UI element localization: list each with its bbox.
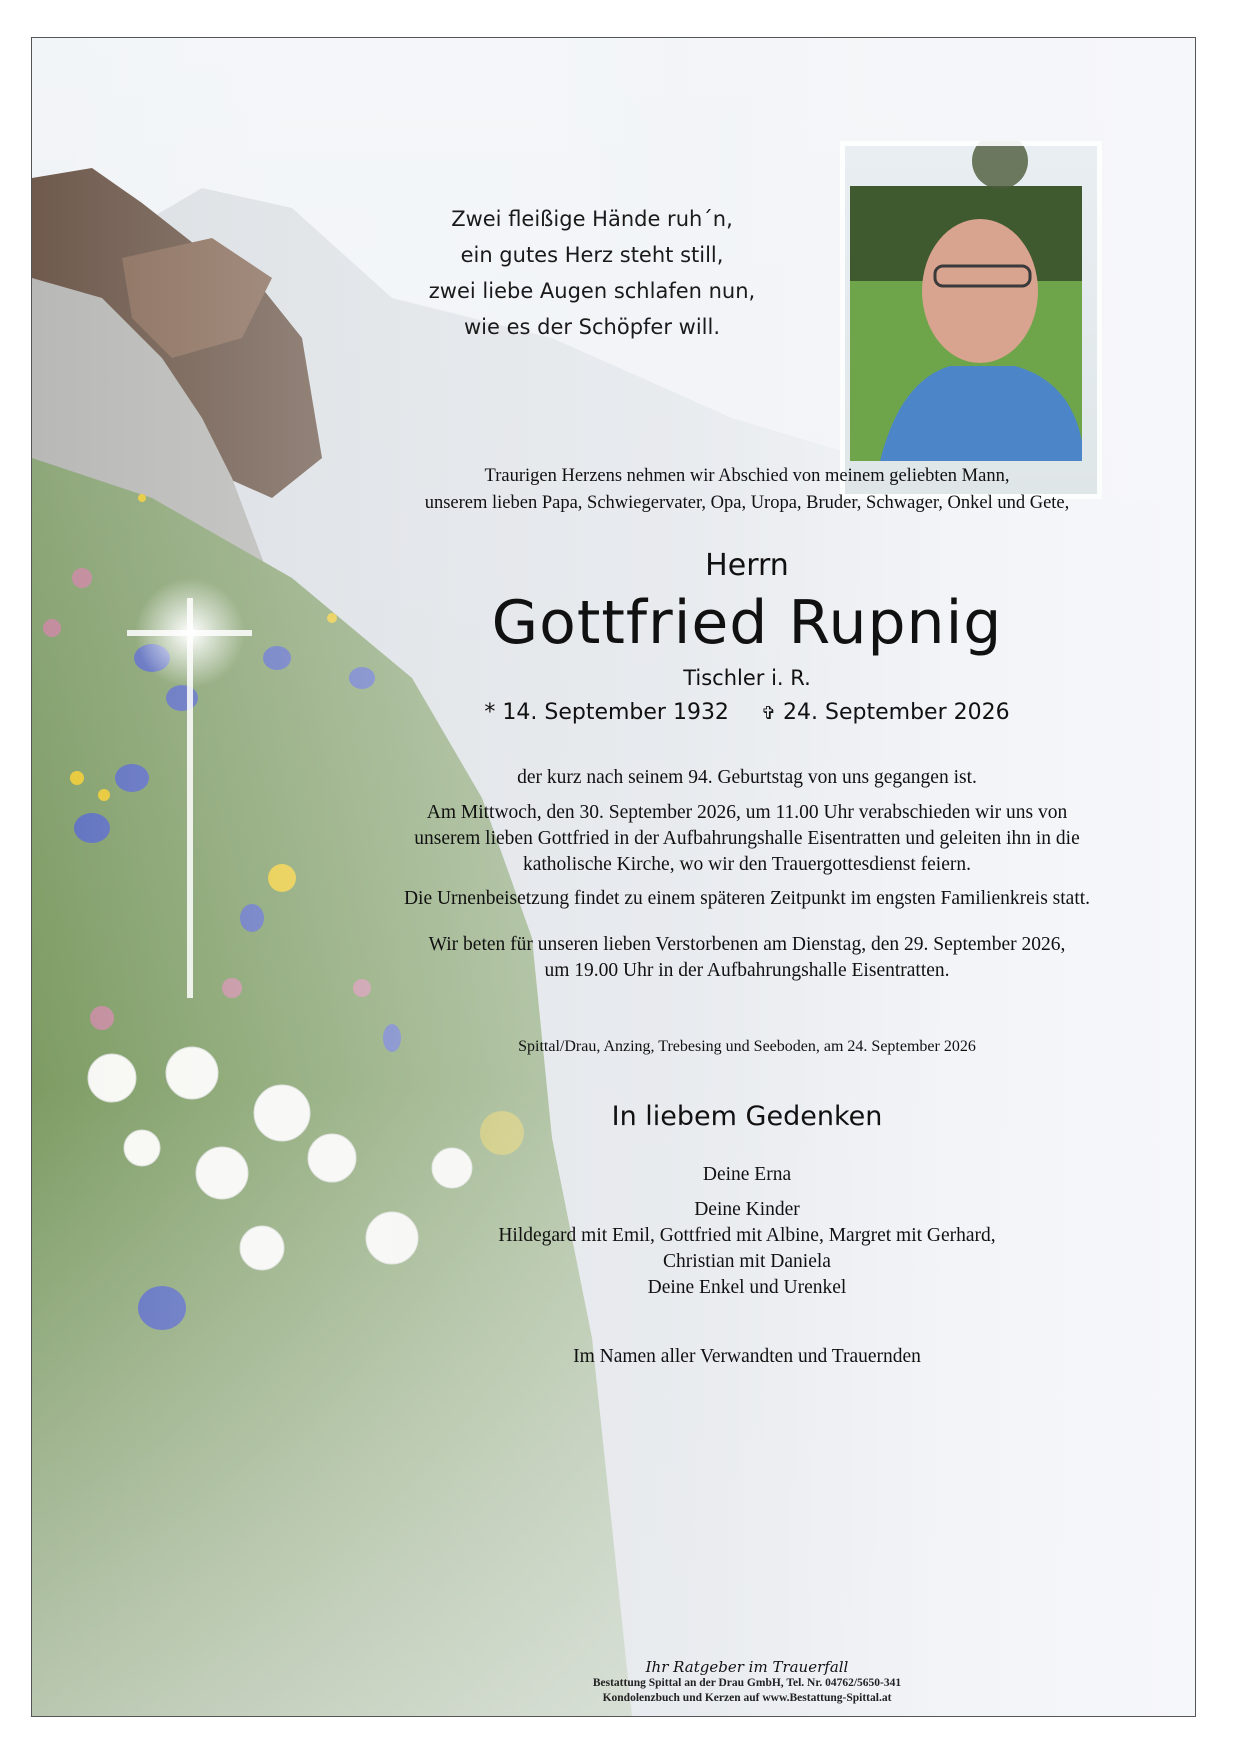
memorial-heading: In liebem Gedenken [611, 1101, 883, 1132]
birth-date: * 14. September 1932 [484, 700, 729, 725]
footer-company: Bestattung Spittal an der Drau GmbH, Tel. Nr. 04762/5650-341 [592, 1677, 902, 1689]
children-line: Hildegard mit Emil, Gottfried mit Albine, Margret mit Gerhard, [498, 1225, 996, 1246]
farewell-intro [322, 463, 1172, 517]
deceased-name: Gottfried Rupnig [491, 588, 1003, 658]
paragraph-line: der kurz nach seinem 94. Geburtstag von uns gegangen ist. [517, 767, 977, 788]
family-wife: Deine Erna [702, 1164, 792, 1185]
intro-line: unserem lieben Papa, Schwiegervater, Opa, Uropa, Bruder, Schwager, Onkel und Gete, [424, 493, 1070, 513]
death-date: 24. September 2026 [783, 700, 1010, 725]
intro-line: Traurigen Herzens nehmen wir Abschied von meinem geliebten Mann, [484, 466, 1010, 486]
profession: Tischler i. R. [683, 666, 811, 690]
children-line: Christian mit Daniela [663, 1251, 831, 1272]
paragraph-line: Die Urnenbeisetzung findet zu einem späteren Zeitpunkt im engsten Familienkreis statt. [403, 888, 1091, 909]
family-grandchildren: Deine Enkel und Urenkel [647, 1277, 847, 1298]
paragraph-funeral [322, 800, 1172, 878]
paragraph-line: katholische Kirche, wo wir den Trauergottesdienst feiern. [522, 854, 972, 875]
poem-line: Zwei fleißige Hände ruh´n, [451, 207, 733, 231]
poem-line: wie es der Schöpfer will. [463, 315, 721, 339]
life-dates [322, 700, 1172, 725]
paragraph-line: Am Mittwoch, den 30. September 2026, um 11.00 Uhr verabschieden wir uns von [426, 802, 1068, 823]
paragraph-prayer [322, 932, 1172, 984]
paragraph-line: unserem lieben Gottfried in der Aufbahrungshalle Eisentratten und geleiten ihn in die [414, 828, 1080, 849]
memorial-poem [362, 201, 822, 345]
children-heading: Deine Kinder [694, 1199, 800, 1220]
funeral-home-footer [322, 1658, 1172, 1706]
family-relatives: Im Namen aller Verwandten und Trauernden [573, 1346, 921, 1367]
parte-sheet [31, 37, 1196, 1717]
poem-line: ein gutes Herz steht still, [460, 243, 724, 267]
paragraph-line: um 19.00 Uhr in der Aufbahrungshalle Eisentratten. [544, 960, 950, 981]
paragraph-passing [322, 765, 1172, 791]
cross-icon: ✞ [760, 703, 777, 724]
salutation: Herrn [705, 548, 789, 583]
portrait-photo [840, 141, 1102, 499]
paragraph-line: Wir beten für unseren lieben Verstorbenen am Dienstag, den 29. September 2026, [428, 934, 1066, 955]
poem-line: zwei liebe Augen schlafen nun, [428, 279, 756, 303]
place-and-date: Spittal/Drau, Anzing, Trebesing und Seeboden, am 24. September 2026 [518, 1038, 976, 1055]
family-children [322, 1197, 1172, 1275]
footer-website: Kondolenzbuch und Kerzen auf www.Bestattung-Spittal.at [602, 1692, 892, 1704]
paragraph-urn [322, 886, 1172, 912]
footer-motto: Ihr Ratgeber im Trauerfall [645, 1658, 849, 1676]
